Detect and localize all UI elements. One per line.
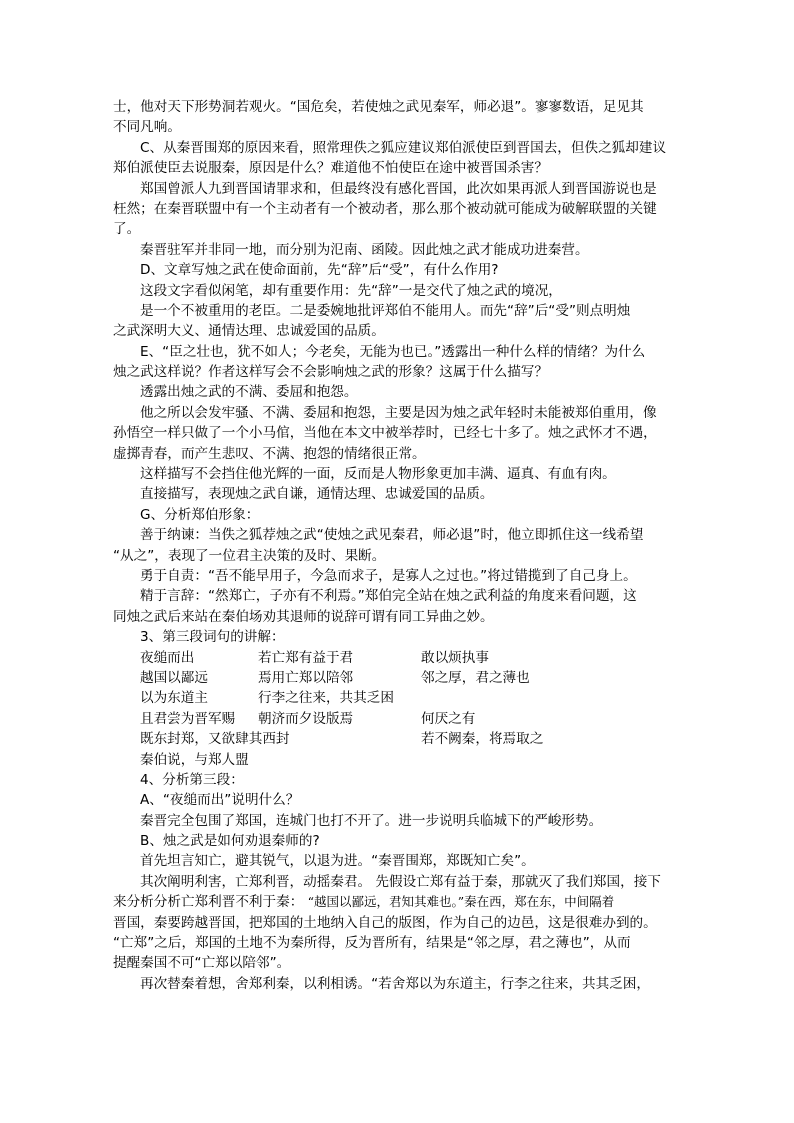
vocab-item: 行李之往来，共其乏困: [258, 690, 394, 707]
text-line: 士，他对天下形势洞若观火。“国危矣，若使烛之武见秦军，师必退”。寥寥数语，足见其: [113, 99, 644, 115]
text-line: 秦晋驻军并非同一地，而分别为氾南、函陵。因此烛之武才能成功进秦营。: [140, 241, 589, 258]
vocab-item: 焉用亡郑以陪邻: [258, 669, 354, 686]
text-line: 同烛之武后来站在秦伯场劝其退师的说辞可谓有同工异曲之妙。: [113, 608, 494, 625]
text-line: 勇于自责：“吾不能早用子，今急而求子，是寡人之过也。”将过错揽到了自己身上。: [140, 567, 637, 584]
vocab-item: 既东封郑，又欲肆其西封: [140, 731, 290, 748]
text-line: 郑伯派使臣去说服秦，原因是什么？难道他不怕使臣在途中被晋国杀害？: [113, 160, 548, 177]
vocab-row: [113, 648, 683, 668]
text-line: 晋国，秦要跨越晋国，把郑国的土地纳入自己的版图，作为自己的边邑，这是很难办到的。: [113, 914, 657, 931]
vocab-item: 以为东道主: [140, 690, 208, 707]
text-line: 直接描写，表现烛之武自谦，通情达理、忠诚爱国的品质。: [140, 486, 494, 503]
vocab-item: 若不阙秦，将焉取之: [421, 731, 544, 748]
vocab-item: 夜缒而出: [140, 649, 195, 666]
document-page: [113, 97, 683, 994]
text-line: D、文章写烛之武在使命面前，先“辞”后“受”，有什么作用?: [140, 262, 499, 279]
text-line: B、烛之武是如何劝退秦师的?: [140, 833, 320, 850]
vocab-row: [113, 709, 683, 729]
text-line: 再次替秦着想，舍郑利秦，以利相诱。“若舍郑以为东道主，行李之往来，共其乏困，: [140, 975, 651, 992]
vocab-item: 且君尝为晋军赐: [140, 710, 236, 727]
text-segment: 来分析分析亡郑利晋不利于秦：: [113, 894, 308, 911]
vocab-row: [113, 688, 683, 708]
text-line: 虚掷青春，而产生悲叹、不满、抱怨的情绪很正常。: [113, 445, 426, 462]
text-line: E、“臣之壮也，犹不如人；今老矣，无能为也已。”透露出一种什么样的情绪？为什么: [140, 343, 646, 360]
text-line: 烛之武这样说？作者这样写会不会影响烛之武的形象？这属于什么描写？: [113, 364, 548, 381]
text-line: 其次阐明利害，亡郑利晋，动摇秦君。 先假设亡郑有益于秦，那就灭了我们郑国，接下: [140, 873, 661, 890]
vocab-row: [113, 729, 683, 749]
vocab-row: [113, 750, 683, 770]
text-line: 3、第三段词句的讲解：: [140, 629, 285, 646]
text-line: 精于言辞：“然郑亡，子亦有不利焉。”郑伯完全站在烛之武利益的角度来看问题，这: [140, 588, 637, 605]
text-line: 枉然；在秦晋联盟中有一个主动者有一个被动者，那么那个被动就可能成为破解联盟的关键: [113, 200, 657, 217]
text-line: 不同凡响。: [113, 119, 181, 136]
text-line: 了。: [113, 221, 141, 238]
text-line: 这样描写不会挡住他光辉的一面，反而是人物形象更加丰满、逼真、有血有肉。: [140, 466, 616, 483]
text-line: 善于纳谏：当佚之狐荐烛之武“使烛之武见秦君，师必退”时，他立即抓住这一线希望: [140, 527, 644, 544]
vocab-item: 若亡郑有益于君: [258, 649, 354, 666]
quote-segment: “越国以鄙远，君知其难也。”秦在西，郑在东，中间隔着: [307, 894, 615, 910]
text-line: A、“夜缒而出”说明什么？: [140, 792, 300, 809]
text-line: 他之所以会发牢骚、不满、委屈和抱怨，主要是因为烛之武年轻时未能被郑伯重用，像: [140, 404, 657, 421]
text-line: “从之”，表现了一位君主决策的及时、果断。: [113, 547, 386, 564]
vocab-item: 越国以鄙远: [140, 669, 208, 686]
vocab-item: 朝济而夕设版焉: [258, 710, 354, 727]
vocab-item: 敢以烦执事: [421, 649, 489, 666]
text-line: G、分析郑伯形象：: [140, 506, 260, 523]
text-line: [113, 892, 683, 912]
text-line: 郑国曾派人九到晋国请罪求和，但最终没有感化晋国，此次如果再派人到晋国游说也是: [140, 180, 657, 197]
text-line: 首先坦言知亡，避其锐气，以退为进。“秦晋围郑，郑既知亡矣”。: [140, 853, 535, 870]
text-line: 秦晋完全包围了郑国，连城门也打不开了。进一步说明兵临城下的严峻形势。: [140, 812, 603, 829]
text-line: 孙悟空一样只做了一个小马倌，当他在本文中被举荐时，已经七十多了。烛之武怀才不遇，: [113, 425, 657, 442]
text-line: 是一个不被重用的老臣。二是委婉地批评郑伯不能用人。而先“辞”后“受”则点明烛: [140, 302, 631, 319]
text-line: 之武深明大义、通情达理、忠诚爱国的品质。: [113, 323, 385, 340]
text-line: 这段文字看似闲笔，却有重要作用：先“辞”一是交代了烛之武的境况，: [140, 282, 562, 299]
vocab-item: 邻之厚，君之薄也: [421, 669, 530, 686]
vocab-item: 何厌之有: [421, 710, 476, 727]
text-line: “亡郑”之后，郑国的土地不为秦所得，反为晋所有，结果是“邻之厚，君之薄也”，从而: [113, 935, 631, 952]
text-line: 4、分析第三段：: [140, 771, 244, 788]
vocab-item: 秦伯说，与郑人盟: [140, 751, 249, 768]
text-line: 透露出烛之武的不满、委屈和抱怨。: [140, 384, 358, 401]
text-line: 提醒秦国不可“亡郑以陪邻”。: [113, 955, 291, 972]
vocab-row: [113, 668, 683, 688]
text-line: C、从秦晋围郑的原因来看，照常理佚之狐应建议郑伯派使臣到晋国去，但佚之狐却建议: [140, 139, 667, 156]
